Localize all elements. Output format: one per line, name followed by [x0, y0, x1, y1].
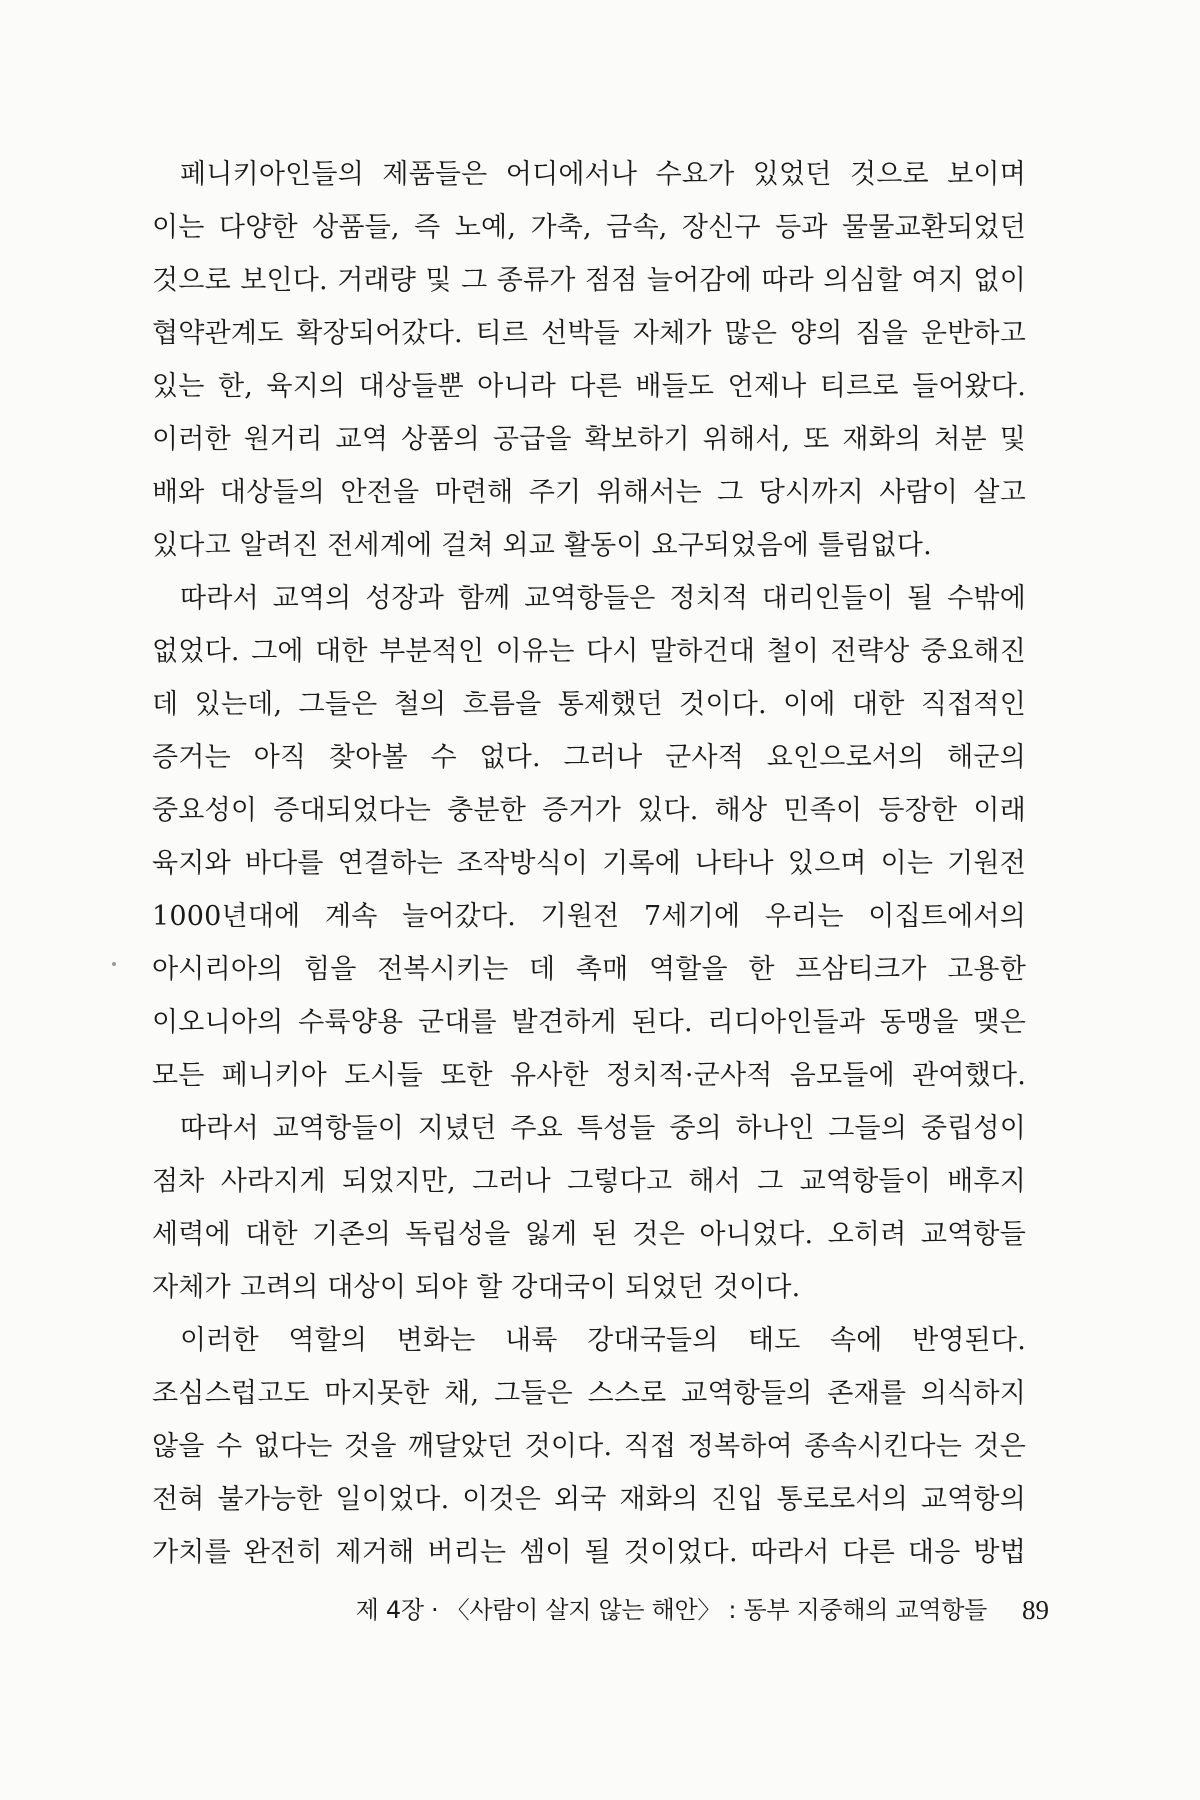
page-number: 89	[1022, 1595, 1049, 1625]
paragraph-2: 따라서 교역의 성장과 함께 교역항들은 정치적 대리인들이 될 수밖에 없었다. 그에 대한 부분적인 이유는 다시 말하건대 철이 전략상 중요해진 데 있는데, 그들은 철의 흐름을 통제했던 것이다. 이에 대한 직접적인 증거는 아직 찾아볼 수 없다. 그러나 군사적 요인으로서의 해군의 중요성이 증대되었다는 충분한 증거가 있다. 해상 민족이 등장한 이래 육지와 바다를 연결하는 조작방식이 기록에 나타나 있으며 이는 기원전 1000년대에 계속 늘어갔다. 기원전 7세기에 우리는 이집트에서의 아시리아의 힘을 전복시키는 데 촉매 역할을 한 프삼티크가 고용한 이오니아의 수륙양용 군대를 발견하게 된다. 리디아인들과 동맹을 맺은 모든 페니키아 도시들 또한 유사한 정치적·군사적 음모들에 관여했다.	[152, 583, 1026, 1091]
body-text	[152, 148, 1026, 1579]
paragraph-4: 이러한 역할의 변화는 내륙 강대국들의 태도 속에 반영된다. 조심스럽고도 마지못한 채, 그들은 스스로 교역항들의 존재를 의식하지 않을 수 없다는 것을 깨달았던 것이다. 직접 정복하여 종속시킨다는 것은 전혀 불가능한 일이었다. 이것은 외국 재화의 진입 통로로서의 교역항의 가치를 완전히 제거해 버리는 셈이 될 것이었다. 따라서 다른 대응 방법	[152, 1325, 1026, 1568]
paragraph-3: 따라서 교역항들이 지녔던 주요 특성들 중의 하나인 그들의 중립성이 점차 사라지게 되었지만, 그러나 그렇다고 해서 그 교역항들이 배후지 세력에 대한 기존의 독립성을 잃게 된 것은 아니었다. 오히려 교역항들 자체가 고려의 대상이 되야 할 강대국이 되었던 것이다.	[152, 1113, 1026, 1303]
running-head: 제 4장 · 〈사람이 살지 않는 해안〉 : 동부 지중해의 교역항들	[355, 1596, 987, 1624]
page-footer	[0, 1590, 1200, 1630]
margin-dot	[112, 962, 116, 966]
paragraph-1: 페니키아인들의 제품들은 어디에서나 수요가 있었던 것으로 보이며 이는 다양한 상품들, 즉 노예, 가축, 금속, 장신구 등과 물물교환되었던 것으로 보인다. 거래량 및 그 종류가 점점 늘어감에 따라 의심할 여지 없이 협약관계도 확장되어갔다. 티르 선박들 자체가 많은 양의 짐을 운반하고 있는 한, 육지의 대상들뿐 아니라 다른 배들도 언제나 티르로 들어왔다. 이러한 원거리 교역 상품의 공급을 확보하기 위해서, 또 재화의 처분 및 배와 대상들의 안전을 마련해 주기 위해서는 그 당시까지 사람이 살고 있다고 알려진 전세계에 걸쳐 외교 활동이 요구되었음에 틀림없다.	[152, 159, 1026, 561]
